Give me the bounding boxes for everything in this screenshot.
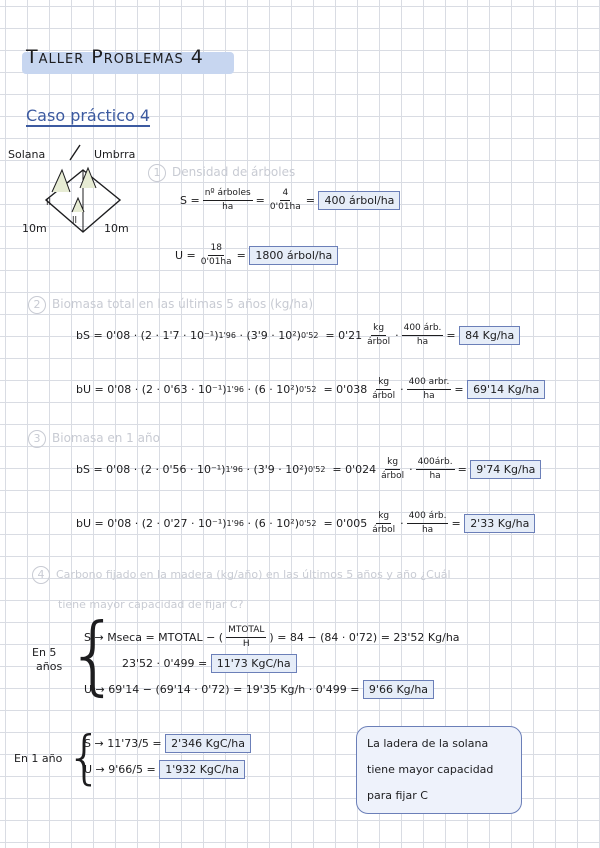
carbon-5y-line1: S → Mseca = MTOTAL − ( $\frac{\text{MTOTAL}}{H}$ ) = 84 − (84 · 0'72) = 23'52 Kg/ha bbox=[84, 625, 460, 649]
label-en-5: En 5 bbox=[32, 646, 57, 659]
fraction: $\frac{\text{MTOTAL}}{H}$ bbox=[228, 625, 265, 649]
label-solana: Solana bbox=[8, 148, 46, 161]
left-dimension: 10m bbox=[22, 222, 47, 235]
biomass-5y-s-result: 84 Kg/ha bbox=[459, 326, 520, 345]
biomass-1y-u-result: 2'33 Kg/ha bbox=[464, 514, 535, 533]
carbon-5y-line3: U → 69'14 − (69'14 · 0'72) = 19'35 Kg/h · 0'499 = 9'66 Kg/ha bbox=[84, 680, 434, 699]
brace-5-years: { bbox=[66, 605, 121, 705]
conclusion-line-1: La ladera de la solana bbox=[367, 737, 489, 750]
fraction: $\frac{\text{400 arbr.}}{ha}$ bbox=[408, 377, 450, 401]
label-anos: años bbox=[36, 660, 63, 673]
section-3-heading: 3 Biomasa en 1 año bbox=[28, 430, 160, 448]
hillside-diagram bbox=[8, 140, 158, 240]
mark-b: ll bbox=[72, 216, 78, 226]
fraction: $\frac{18}{0'01ha}$ bbox=[200, 243, 232, 267]
conclusion-line-2: tiene mayor capacidad bbox=[367, 763, 494, 776]
section-2-number: 2 bbox=[28, 296, 46, 314]
biomass-5y-u-equation: bU = 0'08 · (2 · 0'63 · 10⁻¹) 1'96 · (6 · 10²) 0'52 = 0'038 $\frac{kg}{\text{árbol}}$ · $\frac{\text{400 arbr.}}{ha}$ = 69'14 Kg/ha bbox=[76, 376, 545, 403]
fraction: $\frac{kg}{\text{árbol}}$ bbox=[367, 323, 391, 347]
density-u-equation: U = $\frac{18}{0'01ha}$ = 1800 árbol/ha bbox=[175, 242, 338, 269]
fraction: $\frac{4}{0'01ha}$ bbox=[269, 188, 301, 212]
carbon-5y-line2: 23'52 · 0'499 = 11'73 KgC/ha bbox=[122, 654, 297, 673]
density-s-equation: S = $\frac{\text{nº árboles}}{ha}$ = $\frac{4}{0'01ha}$ = 400 árbol/ha bbox=[180, 187, 400, 214]
label-umbrra: Umbrra bbox=[94, 148, 136, 161]
section-3-number: 3 bbox=[28, 430, 46, 448]
fraction: $\frac{kg}{\text{árbol}}$ bbox=[372, 377, 396, 401]
label-en-1-ano: En 1 año bbox=[14, 752, 63, 765]
biomass-1y-s-result: 9'74 Kg/ha bbox=[470, 460, 541, 479]
fraction: $\frac{\text{400 árb.}}{ha}$ bbox=[408, 511, 447, 535]
section-4-heading: 4 Carbono fijado en la madera (kg/año) en las últimos 5 años y año ¿Cuál bbox=[32, 566, 451, 584]
case-subtitle: Caso práctico 4 bbox=[26, 106, 151, 125]
section-1-heading: 1 Densidad de árboles bbox=[148, 164, 295, 182]
brace-1-year: { bbox=[66, 723, 103, 791]
fraction: $\frac{kg}{\text{árbol}}$ bbox=[381, 457, 405, 481]
biomass-1y-u-equation: bU = 0'08 · (2 · 0'27 · 10⁻¹) 1'96 · (6 · 10²) 0'52 = 0'005 $\frac{kg}{\text{árbol}}$ · $\frac{\text{400 árb.}}{ha}$ = 2'33 Kg/ha bbox=[76, 510, 535, 537]
carbon-1y-s-result: 2'346 KgC/ha bbox=[165, 734, 251, 753]
carbon-1y-u-result: 1'932 KgC/ha bbox=[159, 760, 245, 779]
page-title: Taller Problemas 4 bbox=[26, 46, 204, 68]
density-u-result: 1800 árbol/ha bbox=[249, 246, 338, 265]
biomass-5y-s-equation: bS = 0'08 · (2 · 1'7 · 10⁻¹) 1'96 · (3'9 · 10²) 0'52 = 0'21 $\frac{kg}{\text{árbol}}$ · $\frac{\text{400 árb.}}{ha}$ = 84 Kg/ha bbox=[76, 322, 520, 349]
section-1-number: 1 bbox=[148, 164, 166, 182]
biomass-5y-u-result: 69'14 Kg/ha bbox=[467, 380, 545, 399]
fraction: $\frac{\text{400árb.}}{ha}$ bbox=[417, 457, 453, 481]
carbon-5y-u-result: 9'66 Kg/ha bbox=[363, 680, 434, 699]
conclusion-line-3: para fijar C bbox=[367, 789, 428, 802]
section-4-heading-line2: tiene mayor capacidad de fijar C? bbox=[58, 598, 244, 611]
conclusion-note bbox=[356, 726, 522, 814]
section-4-number: 4 bbox=[32, 566, 50, 584]
biomass-1y-s-equation: bS = 0'08 · (2 · 0'56 · 10⁻¹) 1'96 · (3'9 · 10²) 0'52 = 0'024 $\frac{kg}{\text{árbol}}$ · $\frac{\text{400árb.}}{ha}$ = 9'74 Kg/ha bbox=[76, 456, 541, 483]
right-dimension: 10m bbox=[104, 222, 129, 235]
fraction: $\frac{kg}{\text{árbol}}$ bbox=[372, 511, 396, 535]
fraction: $\frac{\text{400 árb.}}{ha}$ bbox=[403, 323, 442, 347]
section-2-heading: 2 Biomasa total en las últimas 5 años (kg/ha) bbox=[28, 296, 313, 314]
carbon-1y-s-line: S → 11'73/5 = 2'346 KgC/ha bbox=[84, 734, 251, 753]
mark-a: ll bbox=[46, 198, 52, 208]
carbon-1y-u-line: U → 9'66/5 = 1'932 KgC/ha bbox=[84, 760, 245, 779]
carbon-5y-s-result: 11'73 KgC/ha bbox=[211, 654, 297, 673]
density-s-result: 400 árbol/ha bbox=[318, 191, 400, 210]
fraction: $\frac{\text{nº árboles}}{ha}$ bbox=[204, 188, 251, 212]
